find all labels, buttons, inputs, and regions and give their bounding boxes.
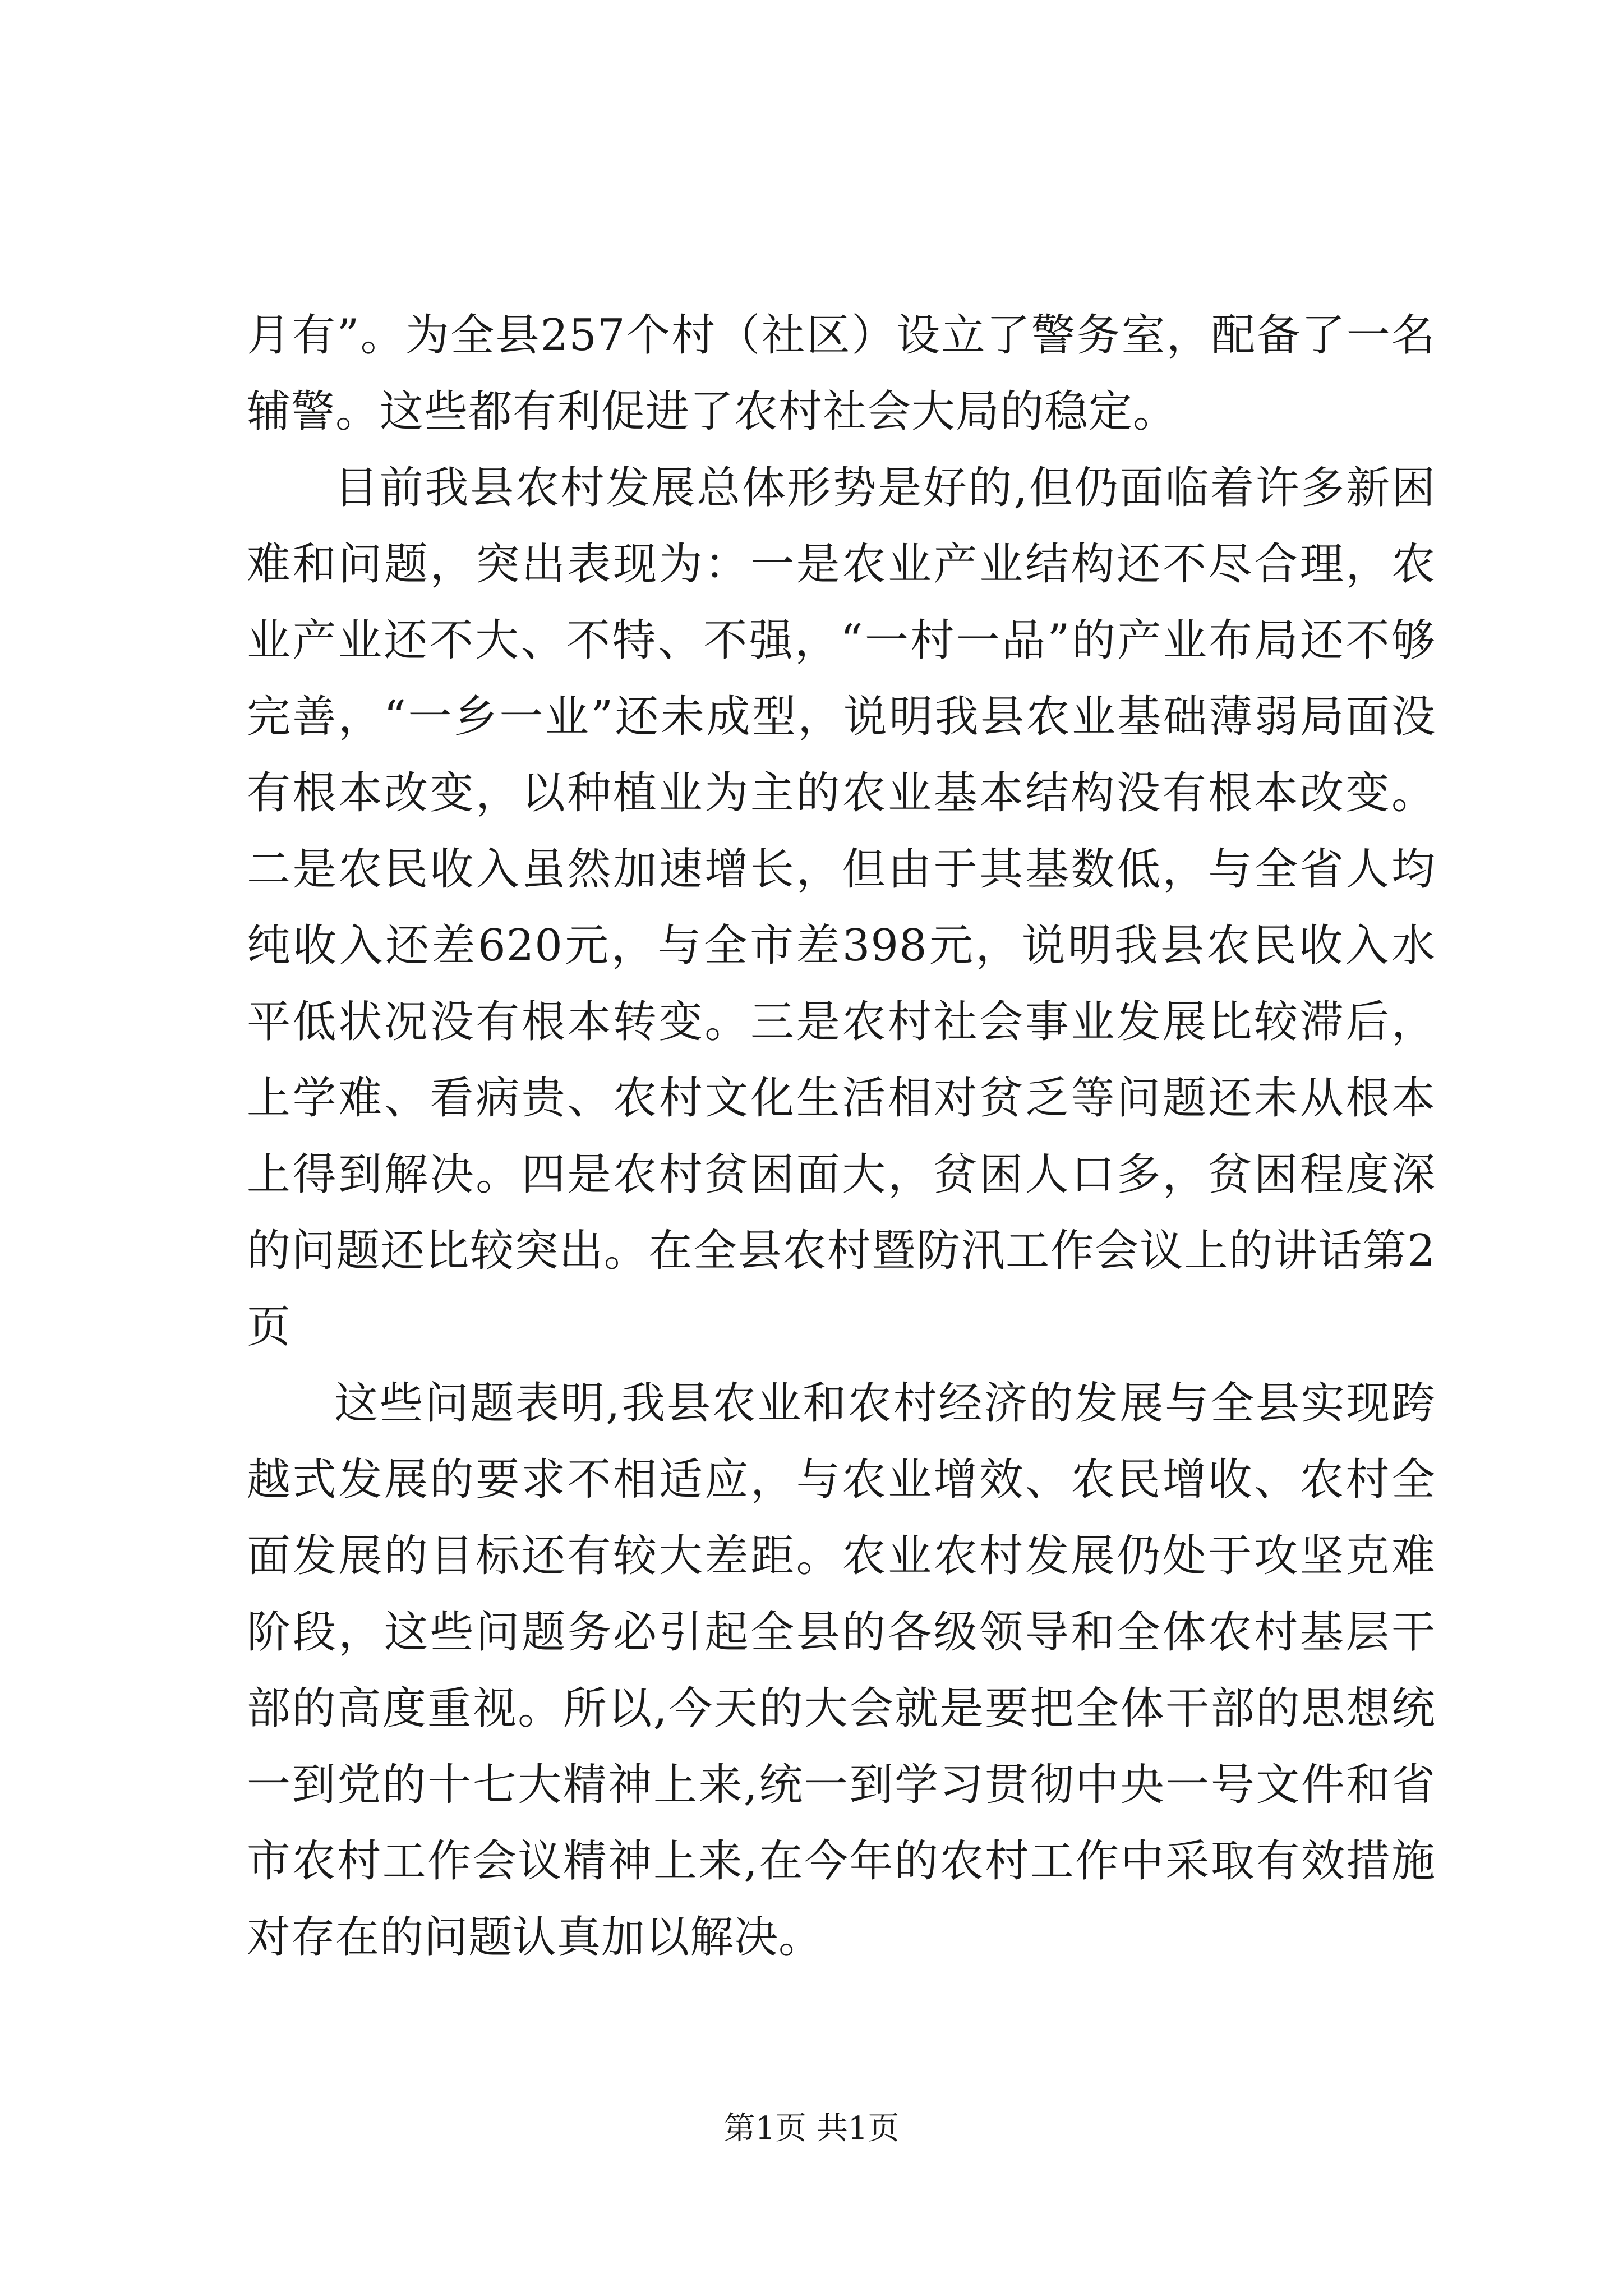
page-footer: 第1页 共1页 xyxy=(723,2110,900,2147)
document-body xyxy=(247,297,1436,1976)
paragraph-3: 这些问题表明,我县农业和农村经济的发展与全县实现跨越式发展的要求不相适应，与农业增效、农民增收、农村全面发展的目标还有较大差距。农业农村发展仍处于攻坚克难阶段，这些问题务必引起全县的各级领导和全体农村基层干部的高度重视。所以,今天的大会就是要把全体干部的思想统一到党的十七大精神上来,统一到学习贯彻中央一号文件和省市农村工作会议精神上来,在今年的农村工作中采取有效措施对存在的问题认真加以解决。 xyxy=(247,1378,1436,1963)
paragraph-2: 目前我县农村发展总体形势是好的,但仍面临着许多新困难和问题，突出表现为：一是农业产业结构还不尽合理，农业产业还不大、不特、不强，“一村一品”的产业布局还不够完善，“一乡一业”还未成型，说明我县农业基础薄弱局面没有根本改变，以种植业为主的农业基本结构没有根本改变。二是农民收入虽然加速增长，但由于其基数低，与全省人均纯收入还差620元，与全市差398元，说明我县农民收入水平低状况没有根本转变。三是农村社会事业发展比较滞后，上学难、看病贵、农村文化生活相对贫乏等问题还未从根本上得到解决。四是农村贫困面大，贫困人口多，贫困程度深的问题还比较突出。在全县农村暨防汛工作会议上的讲话第2页 xyxy=(247,463,1436,1352)
paragraph-1: 月有”。为全县257个村（社区）设立了警务室，配备了一名辅警。这些都有利促进了农村社会大局的稳定。 xyxy=(247,310,1436,437)
